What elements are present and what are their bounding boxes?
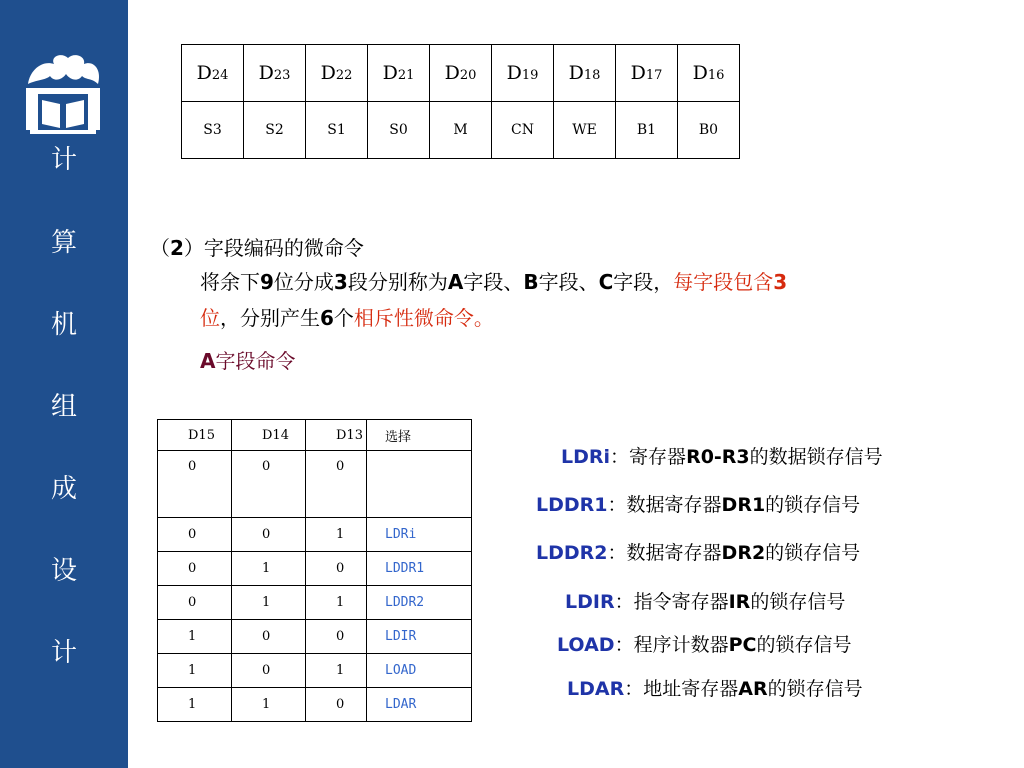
table-cell: LDDR2 (367, 586, 472, 620)
column-header: D15 (158, 420, 232, 451)
table-cell: LOAD (367, 654, 472, 688)
bit-value-cell: S2 (244, 102, 306, 159)
table-row (158, 451, 472, 518)
description-line-1: 将余下9位分成3段分别称为A字段、B字段、C字段，每字段包含3 (200, 270, 788, 294)
description-line-2: 位，分别产生6个相斥性微命令。 (200, 306, 494, 330)
signal-load: LOAD：程序计数器PC的锁存信号 (557, 634, 852, 656)
table-cell: 0 (306, 451, 367, 518)
table-cell (367, 451, 472, 518)
signal-lddr2: LDDR2：数据寄存器DR2的锁存信号 (536, 542, 861, 564)
sidebar-title-char: 设 (50, 556, 77, 586)
sidebar-title-char: 算 (50, 228, 77, 258)
bit-header-cell: D21 (368, 45, 430, 102)
table-row (158, 420, 472, 451)
sidebar-title-char: 计 (50, 638, 77, 668)
bit-value-cell: B1 (616, 102, 678, 159)
table-cell: 0 (158, 552, 232, 586)
table-cell: 1 (306, 654, 367, 688)
table-row (158, 552, 472, 586)
bit-header-cell: D18 (554, 45, 616, 102)
bit-value-cell: B0 (678, 102, 740, 159)
table-row (158, 586, 472, 620)
table-cell: 0 (158, 451, 232, 518)
bit-header-cell: D24 (182, 45, 244, 102)
sidebar-title-char: 计 (50, 145, 77, 175)
signal-ldir: LDIR：指令寄存器IR的锁存信号 (565, 591, 846, 613)
table-cell: 0 (232, 451, 306, 518)
bit-value-cell: S3 (182, 102, 244, 159)
table-cell: 1 (158, 688, 232, 722)
bit-header-cell: D19 (492, 45, 554, 102)
table-cell: LDDR1 (367, 552, 472, 586)
table-cell: 0 (158, 518, 232, 552)
table-row (158, 518, 472, 552)
bit-header-cell: D16 (678, 45, 740, 102)
column-header: 选择 (367, 420, 472, 451)
table-row (158, 688, 472, 722)
sidebar (0, 0, 128, 768)
table-row (182, 45, 740, 102)
bit-value-cell: S0 (368, 102, 430, 159)
bit-value-cell: WE (554, 102, 616, 159)
table-cell: 0 (306, 688, 367, 722)
column-header: D13 (306, 420, 367, 451)
a-field-command-table (157, 419, 472, 722)
table-cell: 0 (158, 586, 232, 620)
column-header: D14 (232, 420, 306, 451)
section-heading: （2）字段编码的微命令 (150, 236, 364, 260)
table-cell: 1 (232, 688, 306, 722)
table-cell: 1 (232, 552, 306, 586)
table-cell: LDRi (367, 518, 472, 552)
bit-header-cell: D20 (430, 45, 492, 102)
sidebar-title-char: 机 (50, 310, 77, 340)
bit-header-cell: D22 (306, 45, 368, 102)
table-cell: 1 (158, 654, 232, 688)
table-cell: 1 (232, 586, 306, 620)
a-field-heading: A字段命令 (200, 349, 296, 373)
table-cell: 0 (232, 620, 306, 654)
signal-lddr1: LDDR1：数据寄存器DR1的锁存信号 (536, 494, 861, 516)
table-cell: 0 (232, 518, 306, 552)
university-logo-icon (20, 50, 106, 134)
table-row (158, 620, 472, 654)
bit-header-cell: D23 (244, 45, 306, 102)
sidebar-title-char: 成 (50, 474, 77, 504)
sidebar-title-char: 组 (50, 392, 77, 422)
table-row (158, 654, 472, 688)
bit-value-cell: S1 (306, 102, 368, 159)
signal-ldri: LDRi：寄存器R0-R3的数据锁存信号 (561, 446, 883, 468)
microcommand-bit-table (181, 44, 740, 159)
bit-header-cell: D17 (616, 45, 678, 102)
table-row (182, 102, 740, 159)
bit-value-cell: M (430, 102, 492, 159)
table-cell: 1 (158, 620, 232, 654)
table-cell: LDAR (367, 688, 472, 722)
table-cell: LDIR (367, 620, 472, 654)
table-cell: 0 (306, 620, 367, 654)
table-cell: 0 (232, 654, 306, 688)
table-cell: 1 (306, 586, 367, 620)
bit-value-cell: CN (492, 102, 554, 159)
table-cell: 0 (306, 552, 367, 586)
signal-ldar: LDAR：地址寄存器AR的锁存信号 (567, 678, 863, 700)
table-cell: 1 (306, 518, 367, 552)
